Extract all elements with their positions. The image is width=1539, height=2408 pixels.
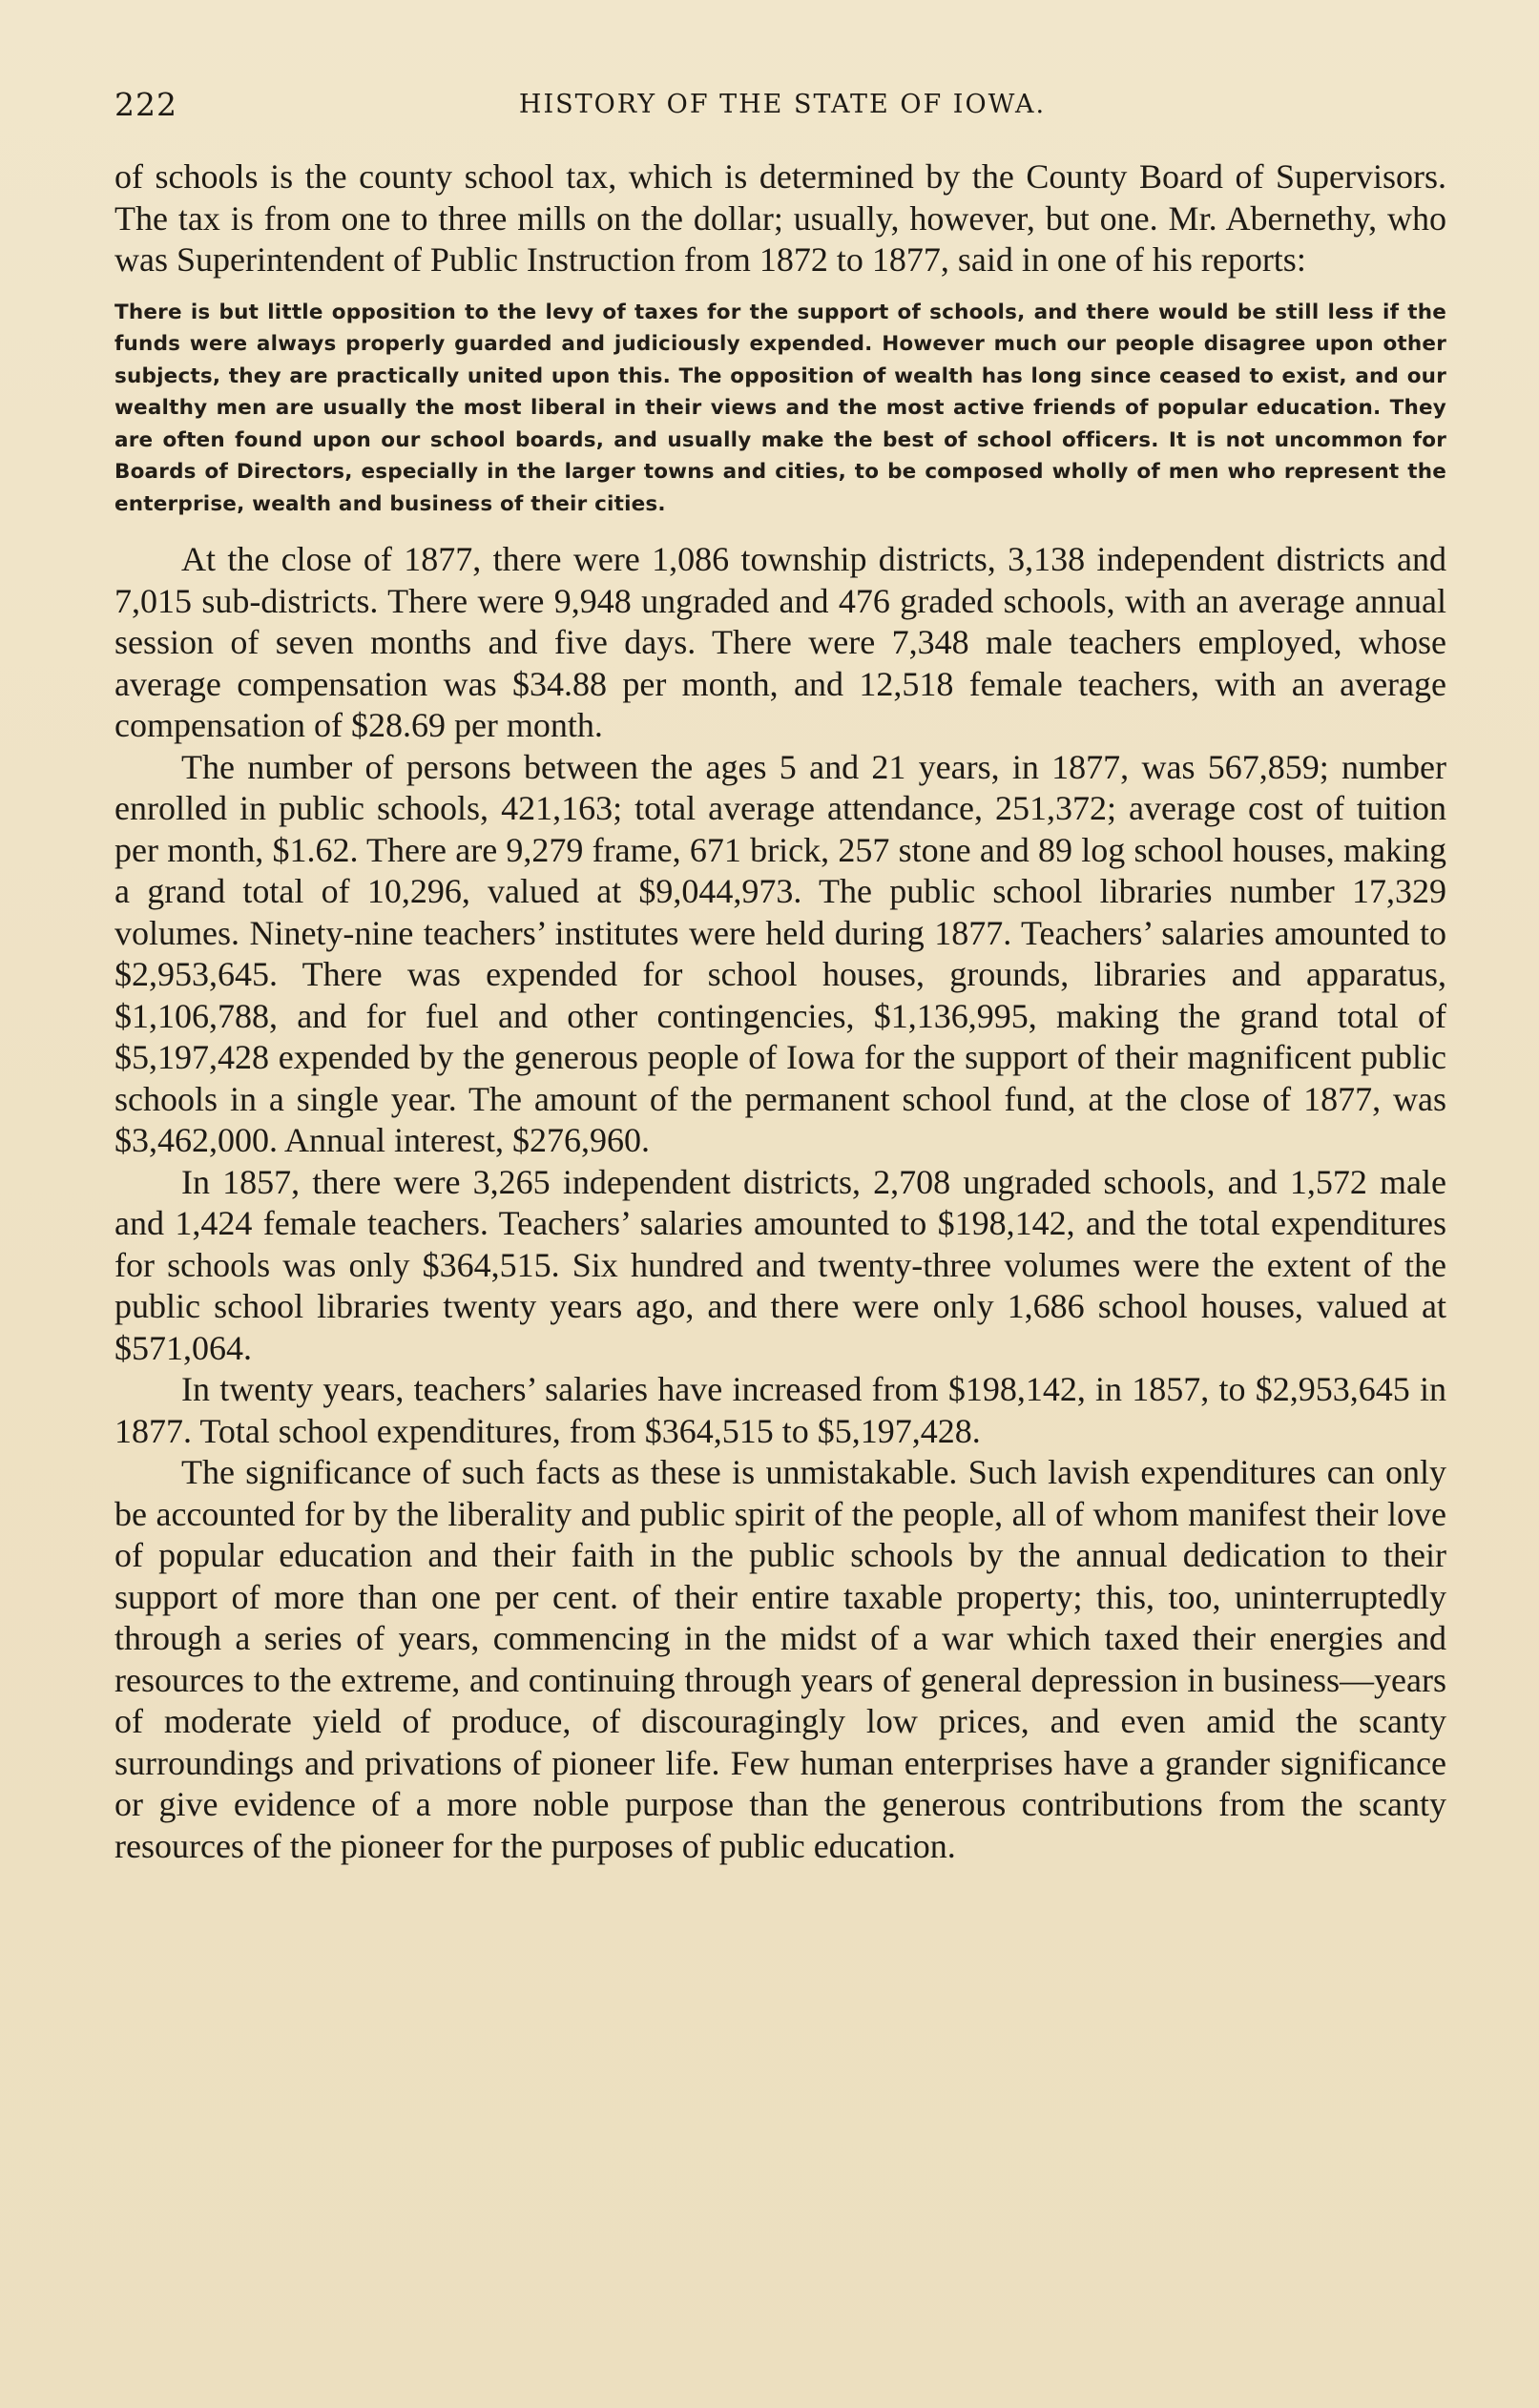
paragraph-1857-statistics: In 1857, there were 3,265 independent districts, 2,708 ungraded schools, and 1,572 male and 1,424 female teachers. Teachers’ salaries amounted to $198,142, and the total expenditures for schools was only $364,515. Six hundred and twenty-three volumes were the extent of the public school libraries twenty years ago, and there were only 1,686 school houses, valued at $571,064. bbox=[114, 1162, 1446, 1367]
paragraph-continuation: of schools is the county school tax, which is determined by the County Board of Supervisors. The tax is from one to three mills on the dollar; usually, however, but one. Mr. Abernethy, who was Superintendent of Public Instruction from 1872 to 1877, said in one of his reports: bbox=[114, 157, 1446, 279]
paragraph-1877-districts: At the close of 1877, there were 1,086 township districts, 3,138 independent districts and 7,015 sub-districts. There were 9,948 ungraded and 476 graded schools, with an average annual session of seven months and five days. There were 7,348 male teachers employed, whose average compensation was $34.88 per month, and 12,518 female teachers, with an average compensation of $28.69 per month. bbox=[114, 540, 1446, 744]
page-header bbox=[114, 86, 1450, 124]
running-head: HISTORY OF THE STATE OF IOWA. bbox=[518, 90, 1047, 119]
paragraph-1877-statistics: The number of persons between the ages 5 and 21 years, in 1877, was 567,859; number enrolled in public schools, 421,163; total average attendance, 251,372; average cost of tuition per month, $1.62. There are 9,279 frame, 671 brick, 257 stone and 89 log school houses, making a grand total of 10,296, valued at $9,044,973. The public school libraries number 17,329 volumes. Ninety-nine teachers’ institutes were held during 1877. Teachers’ salaries amounted to $2,953,645. There was expended for school houses, grounds, libraries and apparatus, $1,106,788, and for fuel and other contingencies, $1,136,995, making the grand total of $5,197,428 expended by the generous people of Iowa for the support of their magnificent public schools in a single year. The amount of the permanent school fund, at the close of 1877, was $3,462,000. Annual interest, $276,960. bbox=[114, 747, 1446, 1159]
paragraph-significance: The significance of such facts as these is unmistakable. Such lavish expenditures can only be accounted for by the liberality and public spirit of the people, all of whom manifest their love of popular education and their faith in the public schools by the annual dedication to their support of more than one per cent. of their entire taxable property; this, too, uninterruptedly through a series of years, commencing in the midst of a war which taxed their energies and resources to the extreme, and continuing through years of general depression in business—years of moderate yield of produce, of discouragingly low prices, and even amid the scanty surroundings and privations of pioneer life. Few human enterprises have a grander significance or give evidence of a more noble purpose than the generous contributions from the scanty resources of the pioneer for the purposes of public education. bbox=[114, 1453, 1446, 1865]
page-number: 222 bbox=[114, 86, 177, 123]
body-text bbox=[114, 156, 1446, 1867]
block-quote: There is but little opposition to the levy of taxes for the support of schools, and there would be still less if the funds were always properly guarded and judiciously expended. However much our people disagree upon other subjects, they are practically united upon this. The opposition of wealth has long since ceased to exist, and our wealthy men are usually the most liberal in their views and the most active friends of popular education. They are often found upon our school boards, and usually make the best of school officers. It is not uncommon for Boards of Directors, especially in the larger towns and cities, to be composed wholly of men who represent the enterprise, wealth and business of their cities. bbox=[114, 300, 1446, 516]
paragraph-twenty-year-comparison: In twenty years, teachers’ salaries have increased from $198,142, in 1857, to $2,953,645 in 1877. Total school expenditures, from $364,515 to $5,197,428. bbox=[114, 1370, 1446, 1450]
